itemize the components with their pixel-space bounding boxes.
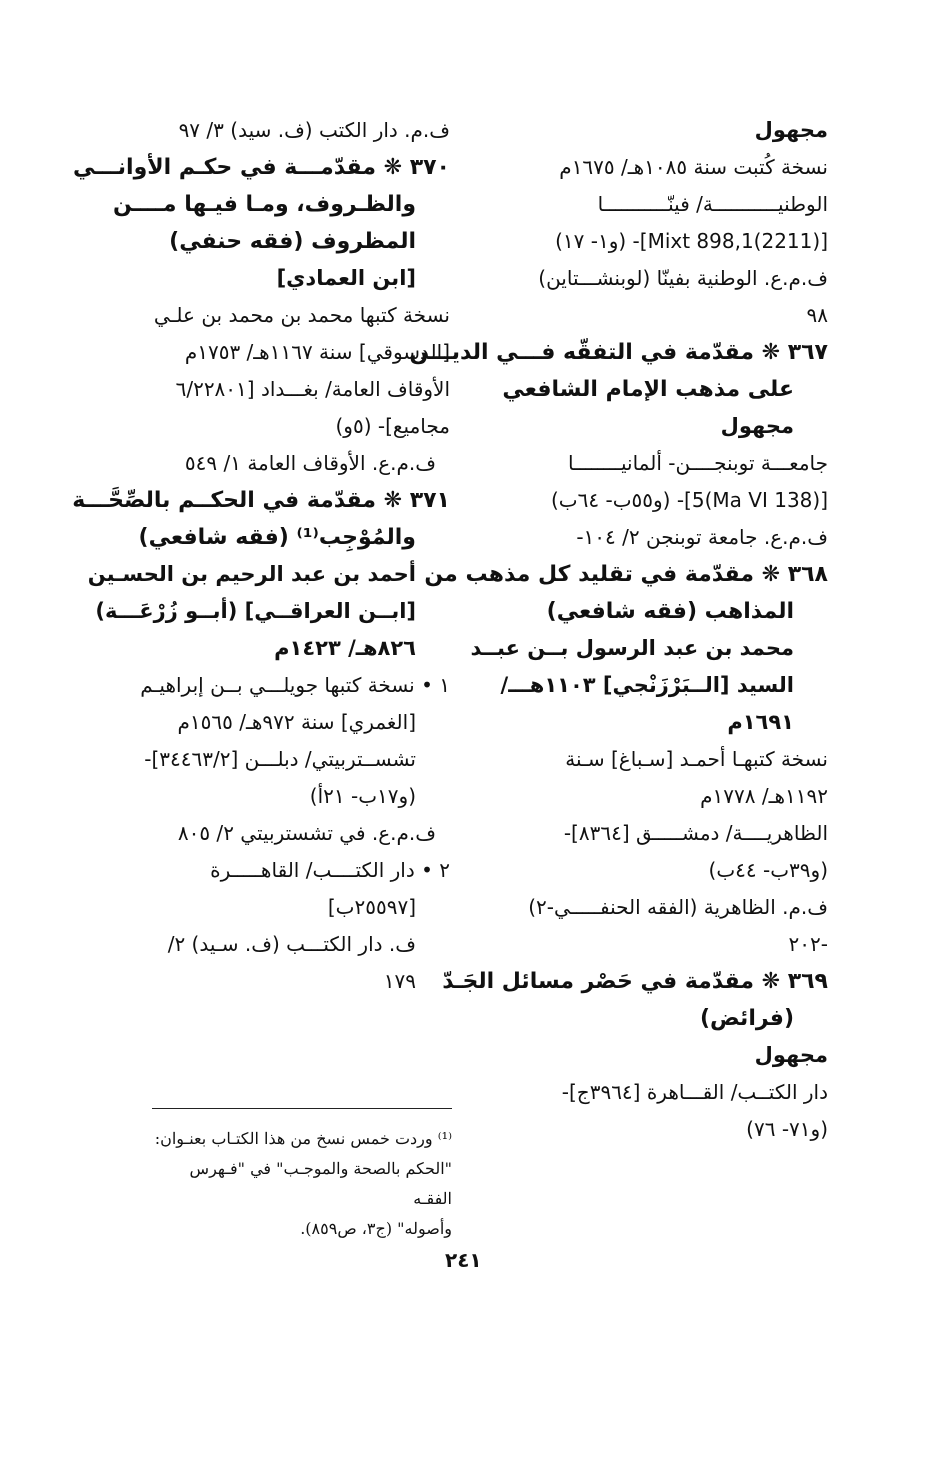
text-line: [(2211)Mixt 898,1]- (و١- ١٧)	[555, 229, 828, 253]
text-line: (و١٧ب- ٢١أ)	[309, 784, 416, 808]
text-line: نسخة كتبهـا أحمـد [سـباغ] سـنة	[565, 747, 828, 771]
entry-title-line: والمُوْجِب⁽¹⁾ (فقه شافعي)	[138, 525, 416, 550]
page-number: ٢٤١	[445, 1248, 482, 1272]
author-line: مجهول	[754, 1043, 828, 1067]
text-line: (و٧١- ٧٦)	[746, 1117, 828, 1141]
text-line: ١١٩٢هـ/ ١٧٧٨م	[700, 784, 828, 808]
text-line: ٢ • دار الكتــــب/ القاهـــــرة	[210, 858, 450, 882]
text-line: -٢٠٢	[788, 932, 828, 956]
text-line: ف.م. الظاهرية (الفقه الحنفـــــي-٢)	[528, 895, 828, 919]
author-line: ١٦٩١م	[727, 710, 794, 734]
text-line: الظاهريــــة/ دمشـــــق [٨٣٦٤]-	[563, 821, 828, 845]
text-line: دار الكتــب/ القـــاهرة [٣٩٦٤ج]-	[561, 1080, 828, 1104]
entry-title-line: ٣٦٨ ❋ مقدّمة في تقليد كل مذهب من	[424, 562, 828, 587]
footnote-line: "الحكم بالصحة والموجـب" في "فـهرس الفقـه	[189, 1159, 452, 1208]
text-line: ف.م. دار الكتب (ف. سيد) ٣/ ٩٧	[178, 118, 450, 142]
author-line: السيد [الــبَرْزَنْجي] ١١٠٣هـــ/	[500, 673, 794, 697]
text-line: الوطنيـــــــــــة/ فينّـــــــــــا	[597, 192, 828, 216]
entry-title-line: ٣٦٩ ❋ مقدّمة في حَصْر مسائل الجَـدّ	[442, 969, 828, 994]
author-line: [ابن العمادي]	[276, 266, 416, 290]
text-line: الأوقاف العامة/ بغـــداد [٦/٢٢٨٠١	[175, 377, 450, 401]
text-line: [٢٥٥٩٧ب]	[327, 895, 416, 919]
author-line: مجهول	[720, 414, 794, 438]
left-column	[72, 112, 450, 1000]
text-line: [(Ma VI 138)5]- (و٥٥ب- ٦٤ب)	[551, 488, 828, 512]
author-line: محمد بن عبد الرسول بــن عبــد	[470, 636, 794, 660]
entry-title-line: ٣٧٠ ❋ مقدّمـــة في حكـم الأوانـــي	[72, 155, 450, 180]
footnote-line: ⁽¹⁾ وردت خمس نسخ من هذا الكتـاب بعنـوان:	[154, 1129, 452, 1148]
author-line: أحمد بن عبد الرحيم بن الحسـين	[87, 562, 416, 586]
text-line: ١ • نسخة كتبها جويلـــي بــن إبراهيـم	[140, 673, 450, 697]
author-line: [ابــن العراقــي] (أبــو زُرْعَـــة)	[95, 599, 416, 623]
text-line: ف. دار الكتـــب (ف. سـيد) ٢/	[167, 932, 416, 956]
text-line: جامعـــة توبنجــــن- ألمانيــــــــا	[568, 451, 828, 475]
text-line: ف.م.ع. الأوقاف العامة ١/ ٥٤٩	[184, 451, 436, 475]
entry-title-line: ٣٧١ ❋ مقدّمة في الحكــم بالصِّحَّـــة	[72, 488, 450, 513]
text-line: [الغمري] سنة ٩٧٢هـ/ ١٥٦٥م	[177, 710, 416, 734]
text-line: نسخة كتبها محمد بن محمد بن علـي	[153, 303, 450, 327]
entry-title-line: (فرائض)	[699, 1006, 794, 1031]
text-line: ف.م.ع. في تشستربيتي ٢/ ٨٠٥	[177, 821, 436, 845]
author-line: ٨٢٦هـ/ ١٤٢٣م	[274, 636, 416, 660]
author-line: مجهول	[754, 118, 828, 142]
footnote-divider	[152, 1108, 452, 1109]
text-line: (و٣٩ب- ٤٤ب)	[708, 858, 828, 882]
text-line: [الدسوقي] سنة ١١٦٧هـ/ ١٧٥٣م	[184, 340, 450, 364]
text-line: ف.م.ع. جامعة توبنجن ٢/ ١٠٤-	[576, 525, 828, 549]
entry-title-line: والظـروف، ومـا فيـها مــــن	[113, 192, 416, 217]
footnote-line: وأصوله" (ج٣، ص٨٥٩).	[300, 1219, 452, 1238]
entry-title-line: على مذهب الإمام الشافعي	[502, 377, 794, 402]
text-line: مجاميع]- (٥و)	[335, 414, 450, 438]
text-line: ١٧٩	[383, 969, 416, 993]
entry-title-line: المذاهب (فقه شافعي)	[546, 599, 794, 624]
entry-title-line: ٣٦٧ ❋ مقدّمة في التفقّه فـــي الديـــن	[409, 340, 828, 365]
right-column	[409, 112, 828, 1148]
entry-title-line: المظروف (فقه حنفي)	[169, 229, 416, 254]
text-line: ف.م.ع. الوطنية بفينّا (لوبنشـــتاين)	[538, 266, 828, 290]
footnotes	[152, 1124, 452, 1244]
text-line: تشســتربيتي/ دبلـــن [٣٤٤٦٣/٢]-	[144, 747, 416, 771]
text-line: نسخة كُتبت سنة ١٠٨٥هـ/ ١٦٧٥م	[559, 155, 828, 179]
text-line: ٩٨	[806, 303, 828, 327]
